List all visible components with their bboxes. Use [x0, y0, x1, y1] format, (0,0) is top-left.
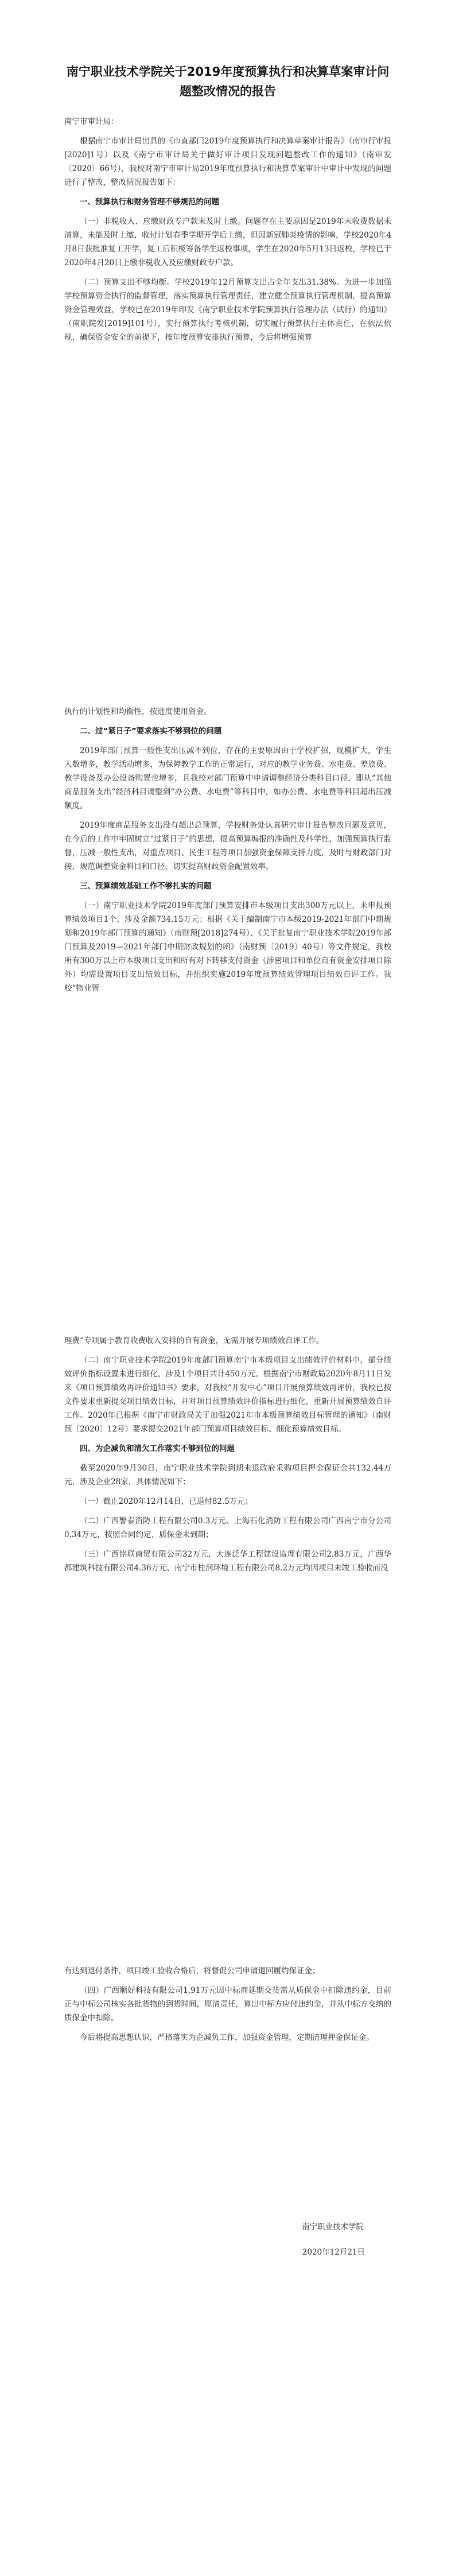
section-4-heading: 四、为企减负和清欠工作落实不够到位的问题: [80, 1444, 235, 1453]
report-body-part-3: [64, 1334, 391, 1575]
signature-organization: 南宁职业技术学院: [302, 2222, 364, 2232]
report-body-part-4: [64, 1964, 391, 2044]
closing-paragraph: 今后将提高思想认识，严格落实为企减负工作，加强资金管理，定期清理押金保证金。: [80, 2033, 374, 2042]
section-1-paragraph-2-continued: 执行的计划性和均衡性，按进度使用资金。: [64, 707, 212, 716]
section-4-item-2: （二）广西警泰消防工程有限公司0.3万元、上海石化消防工程有限公司广西南宁市分公司0.34万元，按照合同约定，质保金未到期；: [64, 1516, 391, 1539]
section-3-paragraph-1: （一）南宁职业技术学院2019年度部门预算安排市本级项目支出300万元以上，未申报预算绩效项目1个，涉及金额734.15万元；根据《关于编制南宁市本级2019-2021年部门中期规划和2019年部门预算的通知》（南财预[2018]274号）、《关于批复南宁职业技术学院2019年部门预算及2019—2021年部门中期财政规划的函》（南财预〔2019〕40号）等文件规定，我校所有300万以上市本级项目支出和所有对下转移支付资金（涉密项目和单位自有资金安排项目除外）均需设置项目支出绩效目标，并组织实施2019年度预算绩效管理项目绩效自评工作。我校“物业管: [64, 901, 391, 993]
section-4-item-3-continued: 有达到退付条件，项目竣工验收合格后，将督促公司申请退回履约保证金；: [64, 1966, 320, 1976]
section-1-paragraph-2: （二）预算支出不够均衡。学校2019年12月预算支出占全年支出31.38%。为进一步加强学校预算资金执行的监督管理，落实预算执行管理责任，建立健全预算执行管理机制，提高预算资金管理效益，学校已在2019年印发《南宁职业技术学院预算执行管理办法（试行）的通知》（南职院发[2019]101号），实行预算执行考核机制，切实履行预算执行主体责任，在依法依规，确保资金安全的前提下，按年度预算安排执行预算，今后将增强预算: [64, 278, 391, 342]
signature-block: [64, 2220, 391, 2259]
section-2-paragraph-1: 2019年部门预算一般性支出压减不到位，存在的主要原因由于学校扩招，规模扩大，学生人数增多，教学活动增多，为保障教学工作的正常运行，对应的教学业务费、水电费、差旅费、教学设备及办公设备购置也增多，且我校对部门预算中申请调整经济分类科目口径，即从“其他商品服务支出”经济科目调整到“办公费、水电费”等科目中，如办公费、水电费等科目超出压减额度。: [64, 746, 391, 810]
intro-paragraph: 根据南宁市审计局出具的《市直部门2019年度预算执行和决算草案审计报告》（南审行审报[2020]1号）以及《南宁市审计局关于做好审计项目发现问题整改工作的通知》（南审发〔2020〕66号），我校对南宁市审计局2019年度预算执行和决算草案审计中审计中发现的问题进行了整改，整改情况报告如下：: [64, 137, 391, 187]
signature-date: 2020年12月21日: [302, 2248, 365, 2257]
report-body-part-2: [64, 705, 391, 995]
section-3-paragraph-1-continued: 理费”专项属于教育收费收入安排的自有资金，无需开展专项绩效自评工作。: [64, 1336, 324, 1345]
section-1-paragraph-1: （一）非税收入、应缴财政专户款未及时上缴。问题存在主要原因是2019年末收费数据未清算，未能及时上缴，收付计划春季学期开学后上缴，但因新冠肺炎疫情的影响，学校2020年4月8日获批准复工开学，复工后积极筹备学生返校事项，学生在2020年5月13日返校，学校已于2020年4月20日上缴非税收入及应缴财政专户款。: [64, 217, 391, 267]
section-4-paragraph-1: 截至2020年9月30日，南宁职业技术学院到期未退政府采购项目押金保证金共132.44万元，涉及企业28家，具体情况如下：: [64, 1464, 391, 1487]
section-3-heading: 三、预算绩效基础工作不够扎实的问题: [80, 882, 212, 891]
report-title: 南宁职业技术学院关于2019年度预算执行和决算草案审计问题整改情况的报告: [66, 65, 390, 98]
section-1-heading: 一、预算执行和财务管理不够规范的问题: [80, 197, 219, 207]
section-4-item-3: （三）广西铭联商贸有限公司32万元，大连泛华工程建设监理有限公司2.83万元，广西华都建筑科技有限公司4.36万元、南宁市桂润环境工程有限公司8.2万元均因项目未竣工验收而没: [64, 1550, 391, 1573]
report-body-part-1: [64, 115, 391, 344]
recipient: 南宁市审计局：: [64, 117, 119, 126]
section-2-paragraph-2: 2019年度商品服务支出没有超出总预算，学校财务处认真研究审计报告整改问题及意见，在今后的工作中牢固树立“过紧日子”的思想，提高预算编报的准确性及科学性，加强预算执行监督，压减一般性支出，对重点项目、民生工程等项目加强资金保障支持力度，及时与财政部门对接，规范调整资金科目和口径，切实提高财政资金配置效率。: [64, 821, 391, 871]
section-4-item-1: （一）截止2020年12月14日，已退付82.5万元；: [80, 1497, 253, 1506]
section-4-item-4: （四）广西顺好科技有限公司1.91万元因中标商延期交货需从质保金中扣除违约金，目前正与中标公司核实各批货物的到货时间，厘清责任，算出中标方应付违约金，并从中标方交纳的质保金中扣除。: [64, 1986, 391, 2023]
section-3-paragraph-2: （二）南宁职业技术学院2019年度部门预算南宁市本级项目支出绩效评价材料中，部分绩效评价指标设置未进行细化，涉及1个项目共计450万元。根据南宁市财政局2020年8月11日发来《项目预算绩效再评价通知书》要求，对我校“开发中心”项目开展预算绩效再评价，我校已按文件要求重新提交项目绩效目标，并对项目预算绩效评价指标进行细化，重新开展预算绩效自评工作。2020年已根据《南宁市财政局关于加强2021年市本级预算绩效目标管理的通知》（南财预〔2020〕12号）要求提交2021年部门预算项目绩效目标、细化预算绩效目标。: [64, 1356, 391, 1434]
section-2-heading: 二、过“紧日子”要求落实不够到位的问题: [80, 727, 222, 736]
